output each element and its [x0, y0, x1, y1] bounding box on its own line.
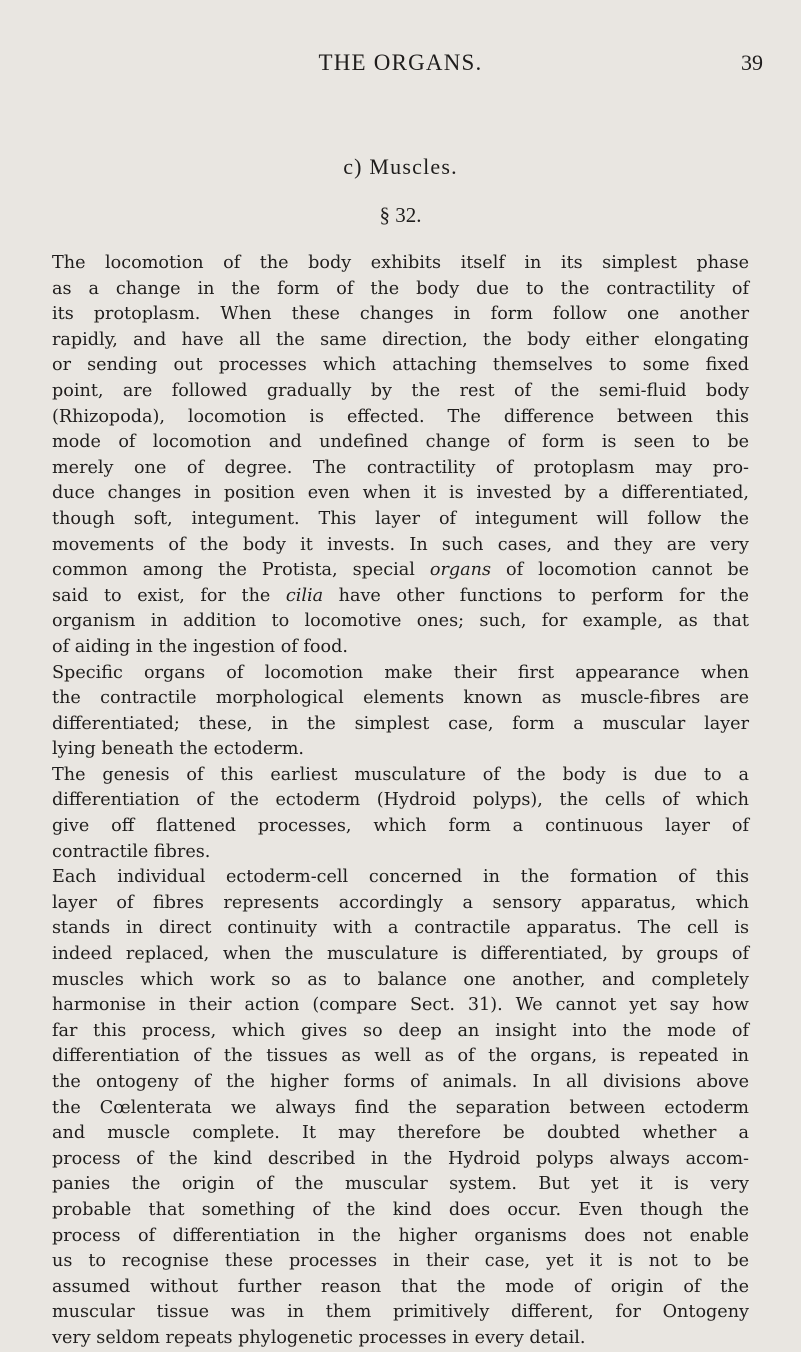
- text-line: contractile fibres.: [52, 841, 211, 862]
- text-line: muscles which work so as to balance one another, and completely: [52, 969, 749, 990]
- text-line: probable that something of the kind does occur. Even though the: [52, 1199, 749, 1220]
- text-line: and muscle complete. It may therefore be doubted whether a: [52, 1123, 749, 1144]
- text-line: far this process, which gives so deep an insight into the mode of: [52, 1020, 749, 1041]
- text-line: differentiation of the ectoderm (Hydroid polyps), the cells of which: [52, 790, 749, 811]
- text-line: layer of fibres represents accordingly a sensory apparatus, which: [52, 892, 749, 913]
- text-line: as a change in the form of the body due to the contractility of: [52, 278, 749, 299]
- running-head: [0, 50, 801, 82]
- text-fragment: said to exist, for the: [52, 585, 286, 606]
- text-line: duce changes in position even when it is invested by a differentiated,: [52, 483, 749, 504]
- text-line: its protoplasm. When these changes in form follow one another: [52, 304, 749, 325]
- text-line: though soft, integument. This layer of integument will follow the: [52, 508, 749, 529]
- text-line: process of the kind described in the Hydroid polyps always accom-: [52, 1148, 749, 1169]
- text-line: muscular tissue was in them primitively different, for Ontogeny: [52, 1302, 749, 1323]
- text-line: very seldom repeats phylogenetic processes in every detail.: [52, 1327, 586, 1348]
- text-line: The locomotion of the body exhibits itself in its simplest phase: [52, 253, 749, 273]
- text-line: stands in direct continuity with a contractile apparatus. The cell is: [52, 918, 749, 939]
- text-line: merely one of degree. The contractility of protoplasm may pro-: [52, 457, 749, 478]
- text-line: or sending out processes which attaching themselves to some fixed: [52, 355, 749, 376]
- text-line: assumed without further reason that the mode of origin of the: [52, 1276, 749, 1297]
- text-line: the contractile morphological elements known as muscle-fibres are: [52, 688, 749, 709]
- section-number: § 32.: [379, 203, 422, 227]
- text-line: (Rhizopoda), locomotion is effected. The difference between this: [52, 406, 749, 427]
- text-line: movements of the body it invests. In such cases, and they are very: [52, 534, 749, 555]
- text-line: the Cœlenterata we always find the separation between ectoderm: [52, 1097, 749, 1118]
- text-line-with-italic: [52, 558, 749, 584]
- text-line: us to recognise these processes in their case, yet it is not to be: [52, 1251, 749, 1272]
- text-line-with-italic: [52, 584, 749, 610]
- text-line: Specific organs of locomotion make their first appearance when: [52, 662, 749, 683]
- text-fragment: of locomotion cannot be: [491, 560, 749, 581]
- text-line: process of differentiation in the higher organisms does not enable: [52, 1225, 749, 1246]
- text-line: lying beneath the ectoderm.: [52, 739, 304, 760]
- text-line: The genesis of this earliest musculature of the body is due to a: [52, 764, 749, 785]
- text-line: harmonise in their action (compare Sect. 31). We cannot yet say how: [52, 995, 749, 1016]
- text-line: give off flattened processes, which form a continuous layer of: [52, 816, 749, 837]
- text-line: panies the origin of the muscular system. But yet it is very: [52, 1174, 749, 1195]
- text-fragment: have other functions to perform for the: [323, 585, 749, 606]
- text-line: Each individual ectoderm-cell concerned in the formation of this: [52, 867, 749, 888]
- text-line: mode of locomotion and undefined change of form is seen to be: [52, 432, 749, 453]
- text-line: of aiding in the ingestion of food.: [52, 636, 348, 657]
- page-number: 39: [741, 50, 763, 75]
- italic-term: cilia: [285, 585, 324, 606]
- italic-term: organs: [429, 560, 492, 581]
- text-line: indeed replaced, when the musculature is differentiated, by groups of: [52, 944, 749, 965]
- text-line: differentiated; these, in the simplest case, form a muscular layer: [52, 713, 749, 734]
- text-fragment: common among the Protista, special: [52, 560, 430, 581]
- text-line: point, are followed gradually by the rest of the semi-fluid body: [52, 380, 749, 401]
- text-line: differentiation of the tissues as well as of the organs, is repeated in: [52, 1046, 749, 1067]
- section-heading: c) Muscles.: [343, 154, 458, 179]
- text-line: rapidly, and have all the same direction, the body either elongating: [52, 329, 749, 350]
- running-title: THE ORGANS.: [318, 50, 483, 75]
- body-text: [52, 251, 749, 1352]
- text-line: the ontogeny of the higher forms of animals. In all divisions above: [52, 1072, 749, 1092]
- text-line: organism in addition to locomotive ones; such, for example, as that: [52, 611, 749, 632]
